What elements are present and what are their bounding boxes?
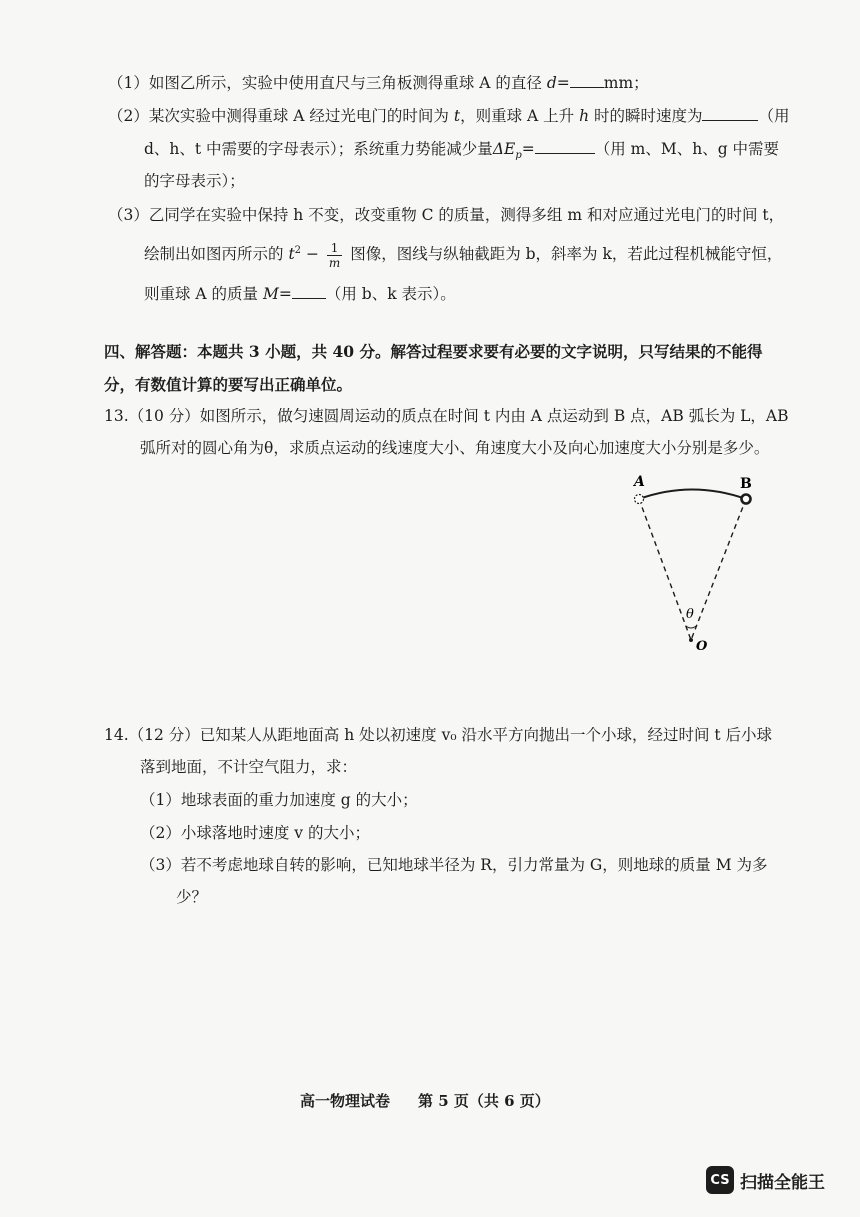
q13-line2: 弧所对的圆心角为θ，求质点运动的线速度大小、角速度大小及向心加速度大小分别是多少。 xyxy=(140,439,770,457)
label-o: O xyxy=(696,639,708,654)
answer-blank-d[interactable] xyxy=(570,72,604,88)
point-b xyxy=(742,495,751,504)
label-b: B xyxy=(740,476,752,492)
angle-mark xyxy=(686,626,696,628)
answer-blank-potential-energy[interactable] xyxy=(535,138,595,154)
fraction-one-over-m: $\frac{1}{m}$ xyxy=(328,240,341,270)
q13-line1: 13.（10 分）如图所示，做匀速圆周运动的质点在时间 t 内由 A 点运动到 B 点，AB 弧长为 L，AB xyxy=(104,407,789,425)
arc-ab xyxy=(639,490,746,500)
q14-sub1: （1）地球表面的重力加速度 g 的大小； xyxy=(140,791,418,809)
q12-part3-line1: （3）乙同学在实验中保持 h 不变，改变重物 C 的质量，测得多组 m 和对应通过光电门的时间 t， xyxy=(108,206,785,224)
q12-part2-line1: （2）某次实验中测得重球 A 经过光电门的时间为 t，则重球 A 上升 h 时的瞬时速度为 （用 xyxy=(108,107,790,125)
q12-part3-line2: 绘制出如图丙所示的 $t^2$ − $\frac{1}{m}$ 图像，图线与纵轴截距为 b，斜率为 k，若此过程机械能守恒， xyxy=(144,240,783,270)
q14-line2: 落到地面，不计空气阻力，求： xyxy=(140,758,358,776)
answer-blank-mass[interactable] xyxy=(292,283,326,299)
q14-line1: 14.（12 分）已知某人从距地面高 h 处以初速度 v₀ 沿水平方向抛出一个小球，经过时间 t 后小球 xyxy=(104,726,773,744)
label-theta: θ xyxy=(686,607,694,622)
footer-title: 高一物理试卷 xyxy=(300,1092,391,1110)
radius-ob xyxy=(691,499,746,640)
q12-part3-line3: 则重球 A 的质量 M= （用 b、k 表示）。 xyxy=(144,285,456,303)
radius-oa xyxy=(639,499,691,640)
q14-sub3-line2: 少？ xyxy=(176,888,208,906)
scanner-watermark xyxy=(706,1166,825,1194)
section-heading-line2: 分，有数值计算的要写出正确单位。 xyxy=(104,375,353,394)
q14-sub3-line1: （3）若不考虑地球自转的影响，已知地球半径为 R，引力常量为 G，则地球的质量 M 为多 xyxy=(140,856,768,874)
section-heading-line1: 四、解答题：本题共 3 小题，共 40 分。解答过程要求要有必要的文字说明，只写结果的不能得 xyxy=(104,342,763,361)
footer-page-number: 第 5 页（共 6 页） xyxy=(418,1092,550,1110)
q12-part1: （1）如图乙所示，实验中使用直尺与三角板测得重球 A 的直径 d= mm； xyxy=(108,74,649,92)
q14-sub2: （2）小球落地时速度 v 的大小； xyxy=(140,824,370,842)
point-a xyxy=(635,495,644,504)
answer-blank-velocity[interactable] xyxy=(702,105,758,121)
camscanner-logo-icon: CS xyxy=(706,1166,734,1194)
q12-part2-line3: 的字母表示）； xyxy=(144,172,245,190)
q12-part2-line2: d、h、t 中需要的字母表示）；系统重力势能减少量$\Delta E_p=$ （用 m、M、h、g 中需要 xyxy=(144,140,780,162)
page-footer xyxy=(300,1090,550,1111)
label-a: A xyxy=(634,474,645,490)
watermark-brand-text: 扫描全能王 xyxy=(740,1172,825,1193)
circular-motion-figure xyxy=(620,470,760,655)
point-o xyxy=(689,638,693,642)
